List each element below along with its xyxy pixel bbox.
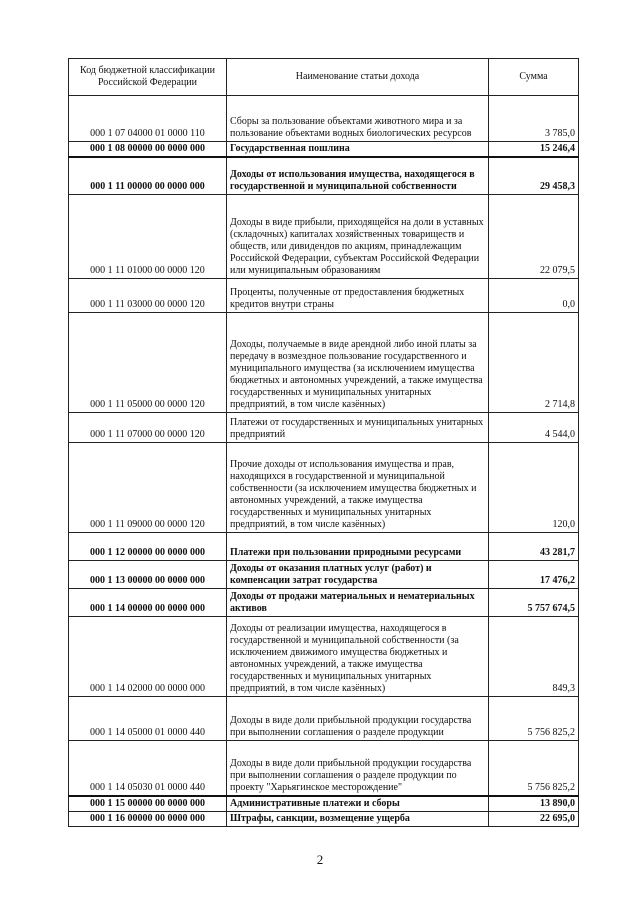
row-name: Платежи от государственных и муниципальных унитарных предприятий [227,412,489,442]
table-row [69,812,579,827]
row-code: 000 1 11 00000 00 0000 000 [69,157,227,194]
table-row [69,442,579,532]
table-row [69,157,579,194]
table-row [69,616,579,696]
row-name: Доходы в виде доли прибыльной продукции государства при выполнении соглашения о разделе продукции [227,696,489,740]
table-row [69,142,579,158]
row-name: Доходы от использования имущества, находящегося в государственной и муниципальной собственности [227,157,489,194]
row-code: 000 1 11 01000 00 0000 120 [69,194,227,278]
row-name: Доходы от продажи материальных и нематериальных активов [227,588,489,616]
row-sum: 5 756 825,2 [489,740,579,796]
row-name: Доходы от оказания платных услуг (работ) и компенсации затрат государства [227,560,489,588]
table-row [69,312,579,412]
table-row [69,796,579,812]
row-name: Прочие доходы от использования имущества и прав, находящихся в государственной и муниципальной собственности (за исключением имущества бюджетных и автономных учреждений, а также имущества государственных и муниципальных унитарных предприятий, в том числе казённых) [227,442,489,532]
row-code: 000 1 14 05000 01 0000 440 [69,696,227,740]
table-row [69,560,579,588]
table-header-row [69,59,579,96]
row-name: Доходы, получаемые в виде арендной либо иной платы за передачу в возмездное пользование государственного и муниципального имущества (за исключением имущества бюджетных и автономных учреждений, а также имущества государственных и муниципальных унитарных предприятий, в том числе казённых) [227,312,489,412]
row-sum: 22 079,5 [489,194,579,278]
row-name: Штрафы, санкции, возмещение ущерба [227,812,489,827]
row-sum: 17 476,2 [489,560,579,588]
row-code: 000 1 13 00000 00 0000 000 [69,560,227,588]
row-sum: 22 695,0 [489,812,579,827]
row-name: Платежи при пользовании природными ресурсами [227,532,489,560]
table-row [69,740,579,796]
row-name: Административные платежи и сборы [227,796,489,812]
row-code: 000 1 16 00000 00 0000 000 [69,812,227,827]
row-sum: 5 757 674,5 [489,588,579,616]
table-row [69,532,579,560]
row-name: Государственная пошлина [227,142,489,158]
row-sum: 43 281,7 [489,532,579,560]
row-sum: 4 544,0 [489,412,579,442]
row-name: Сборы за пользование объектами животного мира и за пользование объектами водных биологических ресурсов [227,96,489,142]
row-sum: 120,0 [489,442,579,532]
row-code: 000 1 11 07000 00 0000 120 [69,412,227,442]
row-sum: 849,3 [489,616,579,696]
row-sum: 2 714,8 [489,312,579,412]
row-sum: 13 890,0 [489,796,579,812]
row-name: Доходы в виде доли прибыльной продукции государства при выполнении соглашения о разделе продукции по проекту "Харьягинское месторождение" [227,740,489,796]
row-sum: 3 785,0 [489,96,579,142]
table-row [69,194,579,278]
row-code: 000 1 14 02000 00 0000 000 [69,616,227,696]
header-name: Наименование статьи дохода [227,59,489,96]
table-row [69,96,579,142]
table-row [69,412,579,442]
table-row [69,696,579,740]
row-code: 000 1 11 03000 00 0000 120 [69,278,227,312]
row-code: 000 1 14 05030 01 0000 440 [69,740,227,796]
page-number: 2 [316,852,324,867]
row-sum: 15 246,4 [489,142,579,158]
row-name: Доходы в виде прибыли, приходящейся на доли в уставных (складочных) капиталах хозяйственных товариществ и обществ, или дивидендов по акциям, принадлежащим Российской Федерации, субъектам Российской Федерации или муниципальным образованиям [227,194,489,278]
header-sum: Сумма [489,59,579,96]
row-name: Доходы от реализации имущества, находящегося в государственной и муниципальной собственности (за исключением движимого имущества бюджетных и автономных учреждений, а также имущества государственных и муниципальных унитарных предприятий, в том числе казённых) [227,616,489,696]
row-code: 000 1 07 04000 01 0000 110 [69,96,227,142]
row-name: Проценты, полученные от предоставления бюджетных кредитов внутри страны [227,278,489,312]
row-sum: 5 756 825,2 [489,696,579,740]
row-code: 000 1 12 00000 00 0000 000 [69,532,227,560]
row-sum: 29 458,3 [489,157,579,194]
header-code: Код бюджетной классификации Российской Федерации [69,59,227,96]
row-code: 000 1 15 00000 00 0000 000 [69,796,227,812]
row-code: 000 1 11 09000 00 0000 120 [69,442,227,532]
row-code: 000 1 11 05000 00 0000 120 [69,312,227,412]
row-code: 000 1 14 00000 00 0000 000 [69,588,227,616]
row-code: 000 1 08 00000 00 0000 000 [69,142,227,158]
budget-revenue-table [68,58,579,827]
table-row [69,278,579,312]
table-row [69,588,579,616]
row-sum: 0,0 [489,278,579,312]
